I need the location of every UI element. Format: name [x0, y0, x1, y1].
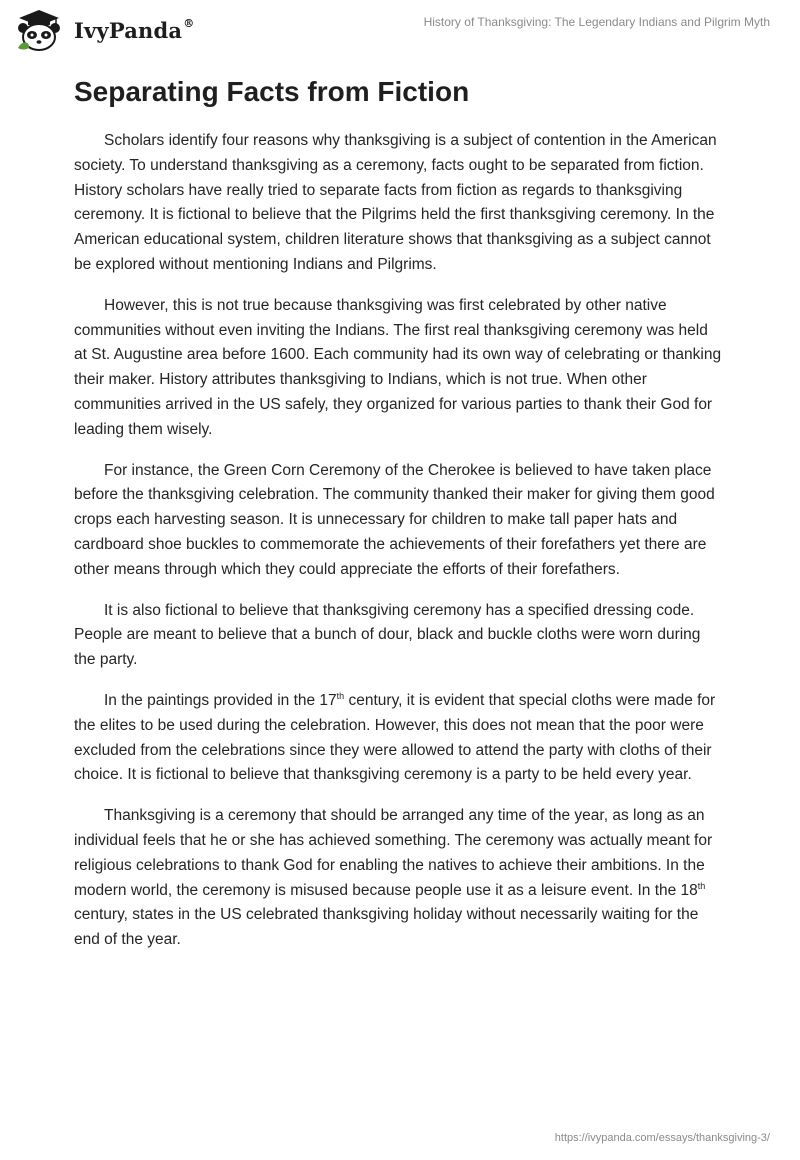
ordinal-suffix: th — [697, 880, 706, 891]
paragraph: It is also fictional to believe that thanksgiving ceremony has a specified dressing code. People are meant to believe that a bunch of dour, black and buckle cloths were worn during the party. — [74, 601, 701, 669]
paragraph — [74, 689, 724, 788]
page-header — [0, 0, 800, 60]
source-url[interactable]: https://ivypanda.com/essays/thanksgiving-3/ — [554, 1132, 770, 1144]
paragraph: For instance, the Green Corn Ceremony of the Cherokee is believed to have taken place before the thanksgiving celebration. The community thanked their maker for giving them good crops each harvesting season. It is unnecessary for children to make tall paper hats and cardboard shoe buckles to commemorate the achievements of their forefathers yet there are other means through which they could appreciate the efforts of their forefathers. — [74, 461, 715, 578]
paragraph-text: Thanksgiving is a ceremony that should be arranged any time of the year, as long as an individual feels that he or she has achieved something. The ceremony was actually meant for religious celebrations to thank God for enabling the natives to achieve their ambitions. In the modern world, the ceremony is misused because people use it as a leisure event. In the 18 — [74, 807, 713, 899]
paragraph — [74, 804, 724, 953]
brand-name-text: IvyPanda — [74, 17, 183, 43]
paragraph-text: In the paintings provided in the 17 — [104, 691, 337, 709]
paragraph-text: century, states in the US celebrated thanksgiving holiday without necessarily waiting for the end of the year. — [74, 906, 699, 949]
document-title: History of Thanksgiving: The Legendary Indians and Pilgrim Myth — [423, 15, 770, 29]
brand-logo[interactable] — [14, 8, 194, 52]
panda-graduation-cap-icon — [14, 8, 64, 52]
registered-mark: ® — [183, 16, 195, 30]
paragraph-text: century, it is evident that special cloths were made for the elites to be used during the celebration. However, this does not mean that the poor were excluded from the celebrations since they were allowed to attend the party with cloths of their choice. It is fictional to believe that thanksgiving ceremony is a party to be held every year. — [74, 691, 716, 784]
brand-name — [74, 18, 194, 43]
paragraph: However, this is not true because thanksgiving was first celebrated by other native communities without even inviting the Indians. The first real thanksgiving ceremony was held at St. Augustine area before 1600. Each community had its own way of celebrating or thanking their maker. History attributes thanksgiving to Indians, which is not true. When other communities arrived in the US safely, they organized for various parties to thank their God for leading them wisely. — [74, 296, 722, 438]
article-body — [74, 72, 724, 969]
section-heading: Separating Facts from Fiction — [74, 76, 470, 107]
paragraph: Scholars identify four reasons why thanksgiving is a subject of contention in the American society. To understand thanksgiving as a ceremony, facts ought to be separated from fiction. History scholars have really tried to separate facts from fiction as regards to thanksgiving ceremony. It is fictional to believe that the Pilgrims held the first thanksgiving ceremony. In the American educational system, children literature shows that thanksgiving as a subject cannot be explored without mentioning Indians and Pilgrims. — [74, 132, 717, 273]
ordinal-suffix: th — [336, 690, 345, 701]
